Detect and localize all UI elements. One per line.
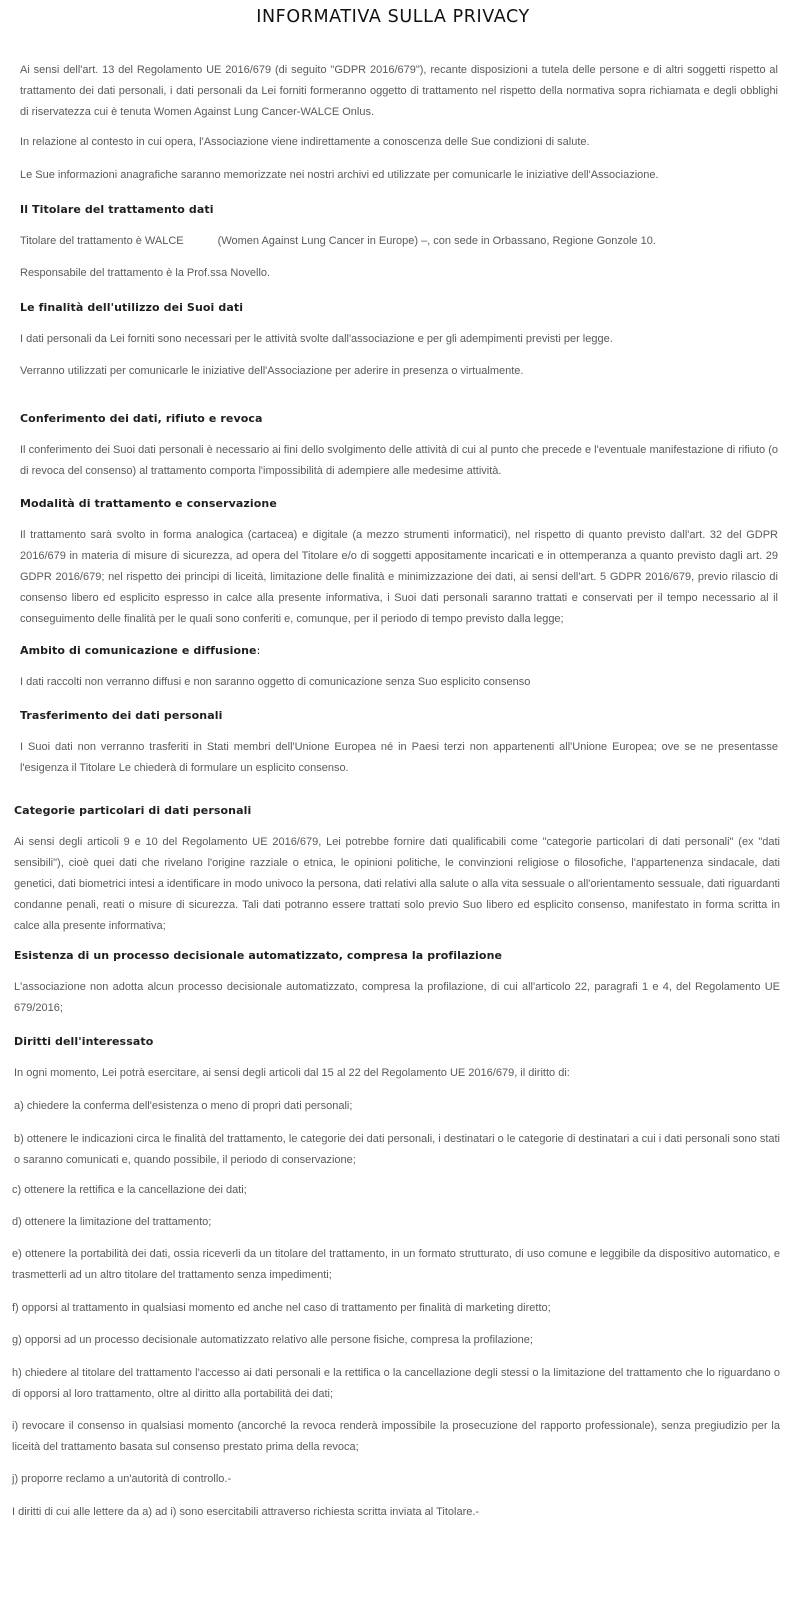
section-heading-conferimento: Conferimento dei dati, rifiuto e revoca xyxy=(20,412,263,425)
diritti-item-f: f) opporsi al trattamento in qualsiasi momento ed anche nel caso di trattamento per finalità di marketing diretto; xyxy=(12,1302,551,1314)
modalita-paragraph-1: Il trattamento sarà svolto in forma analogica (cartacea) e digitale (a mezzo strumenti informatici), nel rispetto di quanto previsto dall'art. 32 del GDPR 2016/679 in materia di misure di sicurezza, ad opera del Titolare e/o di soggetti appositamente incaricati e in ottemperanza a quanto previsto dagli art. 29 GDPR 2016/679; nel rispetto dei principi di liceità, limitazione delle finalità e minimizzazione dei dati, ai sensi dell'art. 5 GDPR 2016/679, previo rilascio di consenso libero ed esplicito espresso in calce alla presente informativa, i Suoi dati personali saranno trattati e conservati per il tempo necessario al il conseguimento delle finalità per le quali sono conferiti e, comunque, per il periodo di tempo previsto dalla legge; xyxy=(20,529,778,625)
intro-paragraph-2: In relazione al contesto in cui opera, l'Associazione viene indirettamente a conoscenza delle Sue condizioni di salute. xyxy=(20,136,590,148)
section-heading-trasferimento: Trasferimento dei dati personali xyxy=(20,709,223,722)
titolare-paragraph-1 xyxy=(20,231,778,252)
diritti-item-i: i) revocare il consenso in qualsiasi momento (ancorché la revoca renderà impossibile la prosecuzione del rapporto professionale), senza pregiudizio per la liceità del trattamento basata sul consenso prestato prima della revoca; xyxy=(12,1420,780,1453)
section-heading-categorie: Categorie particolari di dati personali xyxy=(14,804,252,817)
conferimento-paragraph-1: Il conferimento dei Suoi dati personali è necessario ai fini dello svolgimento delle attività di cui al punto che precede e l'eventuale manifestazione di rifiuto (o di revoca del consenso) al trattamento comporta l'impossibilità di adempiere alle medesime attività. xyxy=(20,444,778,477)
titolare-name: Titolare del trattamento è WALCE xyxy=(20,235,184,247)
diritti-item-a: a) chiedere la conferma dell'esistenza o meno di propri dati personali; xyxy=(14,1100,353,1112)
diritti-item-h: h) chiedere al titolare del trattamento l'accesso ai dati personali e la rettifica o la cancellazione degli stessi o la limitazione del trattamento che lo riguardano o di opporsi al loro trattamento, oltre al diritto alla portabilità dei dati; xyxy=(12,1367,780,1400)
ambito-paragraph-1: I dati raccolti non verranno diffusi e non saranno oggetto di comunicazione senza Suo esplicito consenso xyxy=(20,676,531,688)
diritti-item-e: e) ottenere la portabilità dei dati, ossia riceverli da un titolare del trattamento, in un formato strutturato, di uso comune e leggibile da dispositivo automatico, e trasmetterli ad un altro titolare del trattamento senza impedimenti; xyxy=(12,1248,780,1281)
section-heading-ambito xyxy=(20,643,260,659)
trasferimento-paragraph-1: I Suoi dati non verranno trasferiti in Stati membri dell'Unione Europea né in Paesi terzi non appartenenti all'Unione Europea; ove se ne presentasse l'esigenza il Titolare Le chiederà di formulare un esplicito consenso. xyxy=(20,741,778,774)
section-heading-finalita: Le finalità dell'utilizzo dei Suoi dati xyxy=(20,301,244,314)
diritti-closing: I diritti di cui alle lettere da a) ad i) sono esercitabili attraverso richiesta scritta inviata al Titolare.- xyxy=(12,1506,480,1518)
section-heading-profilazione: Esistenza di un processo decisionale automatizzato, compresa la profilazione xyxy=(14,949,503,962)
diritti-item-c: c) ottenere la rettifica e la cancellazione dei dati; xyxy=(12,1184,247,1196)
finalita-paragraph-1: I dati personali da Lei forniti sono necessari per le attività svolte dall'associazione e per gli adempimenti previsti per legge. xyxy=(20,333,613,345)
page-title: INFORMATIVA SULLA PRIVACY xyxy=(256,7,530,27)
categorie-paragraph-1: Ai sensi degli articoli 9 e 10 del Regolamento UE 2016/679, Lei potrebbe fornire dati qualificabili come "categorie particolari di dati personali" (ex "dati sensibili"), cioè quei dati che rivelano l'origine razziale o etnica, le opinioni politiche, le convinzioni religiose o filosofiche, l'appartenenza sindacale, dati genetici, dati biometrici intesi a identificare in modo univoco la persona, dati relativi alla salute o alla vita sessuale o all'orientamento sessuale, dati riguardanti condanne penali, reati o misure di sicurezza. Tali dati potranno essere trattati solo previo Suo libero ed esplicito consenso, manifestato in forma scritta in calce alla presente informativa; xyxy=(14,836,780,932)
ambito-heading-text: Ambito di comunicazione e diffusione xyxy=(20,644,257,657)
titolare-address: (Women Against Lung Cancer in Europe) –, con sede in Orbassano, Regione Gonzole 10. xyxy=(217,235,656,247)
titolare-paragraph-2: Responsabile del trattamento è la Prof.ssa Novello. xyxy=(20,267,271,279)
diritti-intro: In ogni momento, Lei potrà esercitare, ai sensi degli articoli dal 15 al 22 del Regolamento UE 2016/679, il diritto di: xyxy=(14,1067,570,1079)
diritti-item-b: b) ottenere le indicazioni circa le finalità del trattamento, le categorie dei dati personali, i destinatari o le categorie di destinatari a cui i dati personali sono stati o saranno comunicati e, quando possibile, il periodo di conservazione; xyxy=(14,1133,780,1166)
section-heading-modalita: Modalità di trattamento e conservazione xyxy=(20,497,277,510)
ambito-heading-colon: : xyxy=(256,644,261,657)
intro-paragraph-1: Ai sensi dell'art. 13 del Regolamento UE 2016/679 (di seguito "GDPR 2016/679"), recante disposizioni a tutela delle persone e di altri soggetti rispetto al trattamento dei dati personali, i dati personali da Lei forniti formeranno oggetto di trattamento nel rispetto della normativa sopra richiamata e degli obblighi di riservatezza cui è tenuta Women Against Lung Cancer-WALCE Onlus. xyxy=(20,64,778,118)
section-heading-titolare: Il Titolare del trattamento dati xyxy=(20,203,214,216)
finalita-paragraph-2: Verranno utilizzati per comunicarle le iniziative dell'Associazione per aderire in presenza o virtualmente. xyxy=(20,365,524,377)
intro-paragraph-3: Le Sue informazioni anagrafiche saranno memorizzate nei nostri archivi ed utilizzate per comunicarle le iniziative dell'Associazione. xyxy=(20,169,659,181)
diritti-item-g: g) opporsi ad un processo decisionale automatizzato relativo alle persone fisiche, compresa la profilazione; xyxy=(12,1334,533,1346)
section-heading-diritti: Diritti dell'interessato xyxy=(14,1035,154,1048)
profilazione-paragraph-1: L'associazione non adotta alcun processo decisionale automatizzato, compresa la profilazione, di cui all'articolo 22, paragrafi 1 e 4, del Regolamento UE 679/2016; xyxy=(14,981,780,1014)
diritti-item-d: d) ottenere la limitazione del trattamento; xyxy=(12,1216,212,1228)
diritti-item-j: j) proporre reclamo a un'autorità di controllo.- xyxy=(12,1473,232,1485)
